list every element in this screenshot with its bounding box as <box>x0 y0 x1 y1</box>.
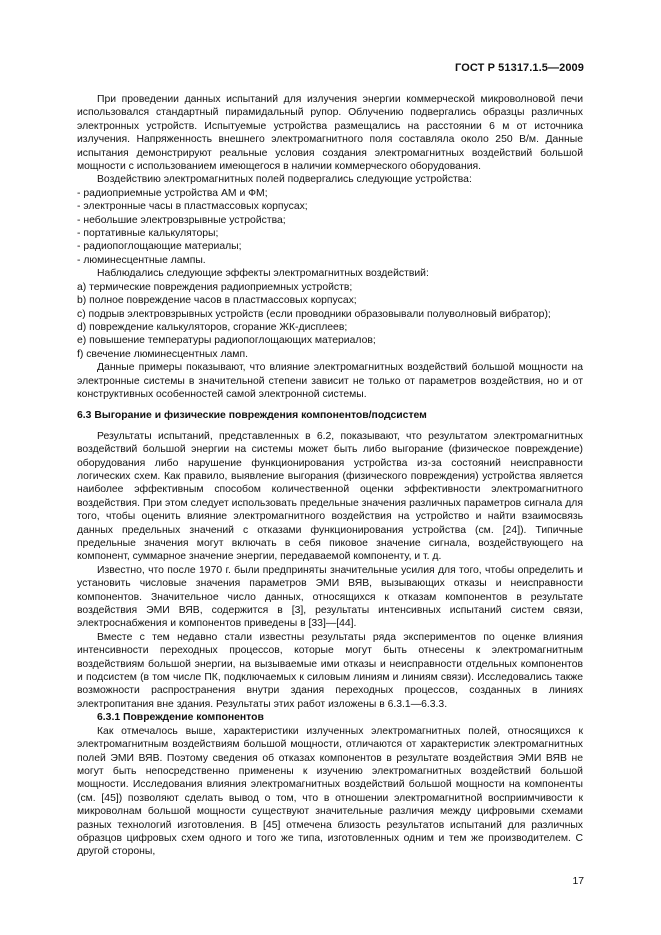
list-item-device: - небольшие электровзрывные устройства; <box>77 214 286 226</box>
list-item-effect: a) термические повреждения радиоприемных устройств; <box>77 281 353 293</box>
section-heading-6-3: 6.3 Выгорание и физические повреждения компонентов/подсистем <box>77 410 427 422</box>
paragraph-test-results: Результаты испытаний, представленных в 6.2, показывают, что результатом электромагнитных воздействий большой энергии на системы может быть либо выгорание (физическое повреждение) оборудования либо нарушение функционирования устройства из-за состояний неисправности логических схем. Как правило, выявление выгорания (физического повреждения) устройства является наиболее эффективным способом количественной оценки эффективности электромагнитного воздействия. При этом следует использовать предельные значения различных параметров сигнала для того, чтобы оценить влияние электромагнитного воздействия на устройство и найти взаимосвязь данных предельных значений с отказами функционирования устройства (см. [24]). Типичные предельные значения могут включать в себя пиковое значение сигнала, воздействующего на компонент, суммарное значение энергии, передаваемой компоненту, и т. д. <box>77 430 583 563</box>
paragraph-emp-history: Известно, что после 1970 г. были предприняты значительные усилия для того, чтобы определить и установить числовые значения параметров ЭМИ ВЯВ, вызывающих отказы и неисправности компонентов. Значительное число данных, относящихся к отказам компонентов в результате воздействия ЭМИ ВЯВ, содержится в [3], результаты интенсивных испытаний систем связи, электроснабжения и компонентов приведены в [33]—[44]. <box>77 564 583 630</box>
list-item-device: - электронные часы в пластмассовых корпусах; <box>77 201 308 213</box>
document-body <box>77 93 583 859</box>
document-header: ГОСТ Р 51317.1.5—2009 <box>455 62 584 74</box>
list-item-effect: d) повреждение калькуляторов, сгорание ЖК-дисплеев; <box>77 321 348 333</box>
paragraph-devices-intro: Воздействию электромагнитных полей подвергались следующие устройства: <box>97 174 472 186</box>
list-item-device: - радиоприемные устройства АМ и ФМ; <box>77 187 268 199</box>
page-number: 17 <box>572 876 584 887</box>
list-item-effect: e) повышение температуры радиопоглощающих материалов; <box>77 335 376 347</box>
paragraph-component-damage: Как отмечалось выше, характеристики излученных электромагнитных полей, относящихся к электромагнитным воздействиям большой мощности, отличаются от характеристик электромагнитных полей ЭМИ ВЯВ. Поэтому сведения об отказах компонентов в результате воздействия ЭМИ ВЯВ не могут быть непосредственно применены к изучению электромагнитных воздействий большой мощности. Исследования влияния электромагнитных воздействий большой мощности на компоненты (см. [45]) позволяют сделать вывод о том, что в отношении электромагнитной восприимчивости к микроволнам большой мощности существуют значительные различия между цифровыми схемами разных технологий изготовления. В [45] отмечена близость результатов испытаний для различных образцов цифровых схем одного и того же типа, изготовленных одним и тем же производителем. С другой стороны, <box>77 725 583 858</box>
paragraph-examples-conclusion: Данные примеры показывают, что влияние электромагнитных воздействий большой мощности на электронные системы в значительной степени зависит не только от параметров воздействия, но и от конструктивных особенностей самой электронной системы. <box>77 362 583 400</box>
list-item-effect: b) полное повреждение часов в пластмассовых корпусах; <box>77 295 357 307</box>
list-item-device: - люминесцентные лампы. <box>77 254 206 266</box>
paragraph-effects-intro: Наблюдались следующие эффекты электромагнитных воздействий: <box>97 268 429 280</box>
paragraph-test-description: При проведении данных испытаний для излучения энергии коммерческой микроволновой печи использовался стандартный пирамидальный рупор. Облучению подвергались образцы различных электронных устройств. Испытуемые устройства размещались на расстоянии 6 м от источника излучения. Напряженность внешнего электромагнитного поля составляла около 250 В/м. Данные испытания демонстрируют реальные условия создания электромагнитных воздействий большой мощности с использованием имеющегося в наличии коммерческого оборудования. <box>77 94 583 173</box>
list-item-device: - портативные калькуляторы; <box>77 228 219 240</box>
list-item-device: - радиопоглощающие материалы; <box>77 241 242 253</box>
paragraph-recent-experiments: Вместе с тем недавно стали известны результаты ряда экспериментов по оценке влияния интенсивности переходных процессов, которые могут быть отнесены к электромагнитным воздействиям большой энергии, на вызываемые ими отказы и неисправности отдельных компонентов и подсистем (в том числе ПК, подключаемых к силовым линиям и линиям связи). Исследовались также возможности распространения внутри здания переходных процессов, созданных в линиях электропитания вне здания. Результаты этих работ изложены в 6.3.1—6.3.3. <box>77 631 583 710</box>
list-item-effect: f) свечение люминесцентных ламп. <box>77 348 248 360</box>
section-heading-6-3-1: 6.3.1 Повреждение компонентов <box>97 712 264 724</box>
list-item-effect: c) подрыв электровзрывных устройств (если проводники образовывали полуволновый вибратор); <box>77 308 551 320</box>
